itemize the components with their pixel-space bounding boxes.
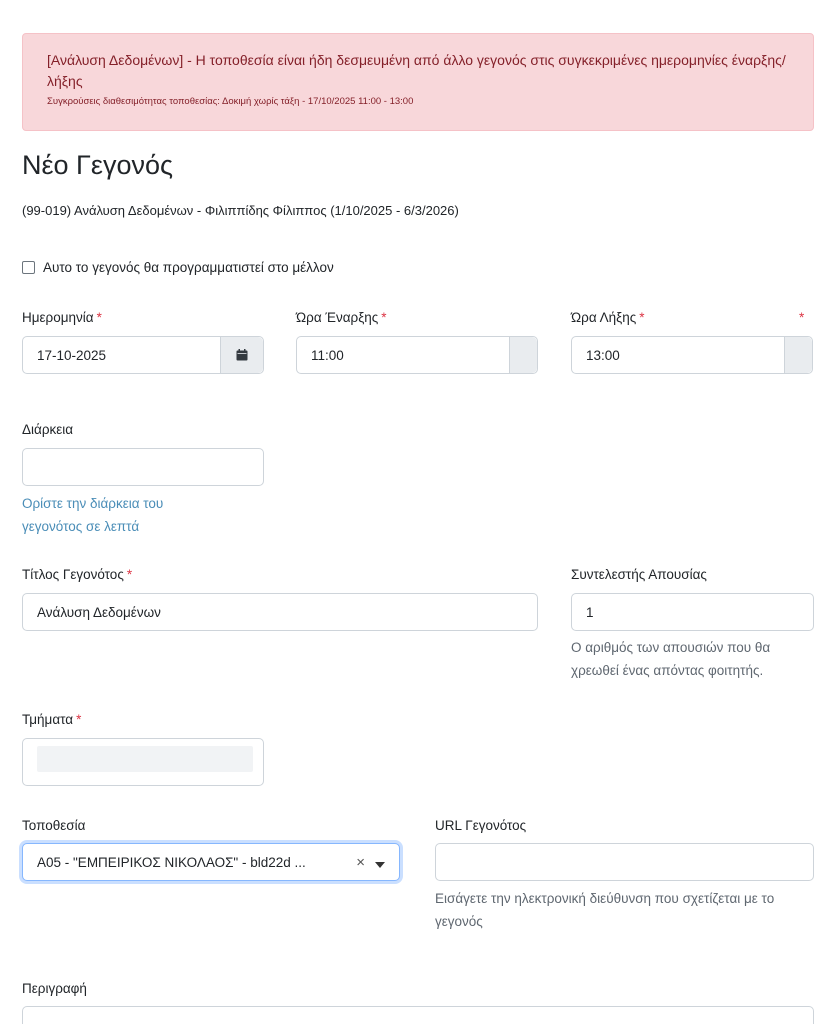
event-title-label xyxy=(22,567,132,582)
event-title-label-text: Τίτλος Γεγονότος xyxy=(22,567,124,582)
future-event-option[interactable] xyxy=(22,260,334,275)
required-marker: * xyxy=(96,310,102,325)
end-time-addon[interactable] xyxy=(784,337,812,373)
event-url-input[interactable] xyxy=(435,843,814,881)
start-time-label-text: Ώρα Έναρξης xyxy=(296,310,379,325)
start-time-label xyxy=(296,310,387,325)
required-marker: * xyxy=(126,567,133,582)
absence-coefficient-input[interactable] xyxy=(571,593,814,631)
departments-loading-placeholder xyxy=(37,746,253,772)
location-select[interactable] xyxy=(22,843,400,881)
duration-help: Ορίστε την διάρκεια του γεγονότος σε λεπτά xyxy=(22,496,164,534)
departments-select[interactable] xyxy=(22,738,264,786)
dropdown-caret-icon[interactable] xyxy=(375,862,385,868)
event-url-label: URL Γεγονότος xyxy=(435,818,527,833)
duration-label: Διάρκεια xyxy=(22,422,74,437)
absence-coefficient-help: Ο αριθμός των απουσιών που θα χρεωθεί ένας απόντας φοιτητής. xyxy=(571,640,771,678)
end-time-value: 13:00 xyxy=(586,347,620,363)
end-time-field[interactable] xyxy=(571,336,813,374)
start-time-value: 11:00 xyxy=(311,347,344,363)
calendar-button[interactable] xyxy=(220,337,263,373)
end-time-required-marker: * xyxy=(799,310,805,325)
description-label: Περιγραφή xyxy=(22,981,87,996)
page-title: Νέο Γεγονός xyxy=(22,150,174,180)
required-marker: * xyxy=(381,310,387,325)
location-label: Τοποθεσία xyxy=(22,818,86,833)
absence-coefficient-value: 1 xyxy=(586,604,594,620)
event-url-help: Εισάγετε την ηλεκτρονική διεύθυνση που σχετίζεται με το γεγονός xyxy=(435,891,775,929)
alert-message: [Ανάλυση Δεδομένων] - Η τοποθεσία είναι ήδη δεσμευμένη από άλλο γεγονός στις συγκεκριμένες ημερομηνίες έναρξης/λήξης xyxy=(47,52,786,89)
required-marker: * xyxy=(639,310,645,325)
duration-input[interactable] xyxy=(22,448,264,486)
date-label-text: Ημερομηνία xyxy=(22,310,94,325)
alert-detail: Συγκρούσεις διαθεσιμότητας τοποθεσίας: Δοκιμή χωρίς τάξη - 17/10/2025 11:00 - 13:00 xyxy=(47,96,414,107)
departments-label-text: Τμήματα xyxy=(22,712,74,727)
start-time-field[interactable] xyxy=(296,336,538,374)
event-title-input[interactable] xyxy=(22,593,538,631)
date-field[interactable] xyxy=(22,336,264,374)
required-marker: * xyxy=(76,712,82,727)
location-value: Α05 - "ΕΜΠΕΙΡΙΚΟΣ ΝΙΚΟΛΑΟΣ" - bld22d ... xyxy=(37,854,306,870)
start-time-addon[interactable] xyxy=(509,337,537,373)
calendar-icon xyxy=(236,349,248,361)
date-label xyxy=(22,310,102,325)
absence-coefficient-label: Συντελεστής Απουσίας xyxy=(571,567,707,582)
departments-label xyxy=(22,712,81,727)
end-time-label-text: Ώρα Λήξης xyxy=(571,310,637,325)
course-subtitle: (99-019) Ανάλυση Δεδομένων - Φιλιππίδης Φίλιππος (1/10/2025 - 6/3/2026) xyxy=(22,203,459,218)
clear-selection-icon[interactable]: × xyxy=(356,854,365,871)
location-conflict-alert xyxy=(22,33,814,131)
event-title-value: Ανάλυση Δεδομένων xyxy=(37,604,161,620)
date-value: 17-10-2025 xyxy=(37,347,107,363)
future-event-label: Αυτο το γεγονός θα προγραμματιστεί στο μέλλον xyxy=(43,260,334,275)
description-editor[interactable] xyxy=(22,1006,814,1024)
future-event-checkbox[interactable] xyxy=(22,261,35,274)
end-time-label xyxy=(571,310,645,325)
